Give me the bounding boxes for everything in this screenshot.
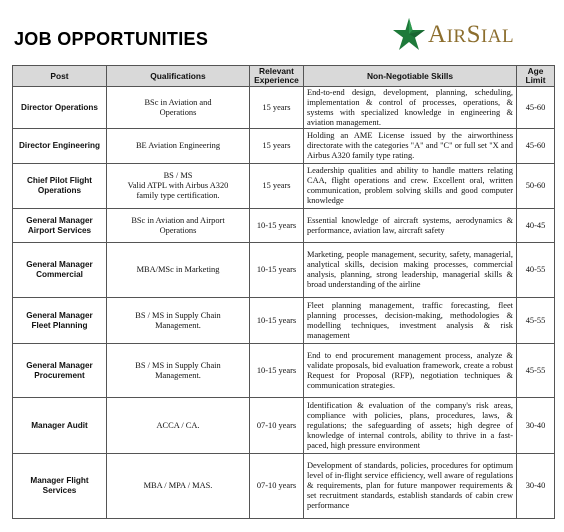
qualifications-cell: BS / MS Valid ATPL with Airbus A320 family type certification. <box>107 164 250 209</box>
age-cell: 45-60 <box>517 87 555 129</box>
experience-cell: 10-15 years <box>250 243 304 298</box>
qualifications-cell: BE Aviation Engineering <box>107 129 250 164</box>
table-row <box>13 298 555 344</box>
skills-cell: Holding an AME License issued by the airworthiness directorate with the categories "A" and "C" or full set "X and Airbus A320 family type rating. <box>304 129 517 164</box>
airsial-logo <box>392 16 514 52</box>
skills-cell: Leadership qualities and ability to handle matters relating CAA, flight operations and crew. Excellent oral, written communication, problem solving skills and good computer knowledge <box>304 164 517 209</box>
header-skills: Non-Negotiable Skills <box>304 66 517 87</box>
header-experience: Relevant Experience <box>250 66 304 87</box>
header-post: Post <box>13 66 107 87</box>
header-age: Age Limit <box>517 66 555 87</box>
skills-cell: Essential knowledge of aircraft systems, aerodynamics & performance, aviation law, aircraft safety <box>304 209 517 243</box>
post-cell: Director Operations <box>13 87 107 129</box>
table-row <box>13 87 555 129</box>
table-row <box>13 398 555 454</box>
experience-cell: 15 years <box>250 164 304 209</box>
experience-cell: 15 years <box>250 129 304 164</box>
header-qualifications: Qualifications <box>107 66 250 87</box>
qualifications-cell: BS / MS in Supply Chain Management. <box>107 344 250 398</box>
experience-cell: 10-15 years <box>250 298 304 344</box>
age-cell: 45-55 <box>517 344 555 398</box>
qualifications-cell: ACCA / CA. <box>107 398 250 454</box>
post-cell: Manager Audit <box>13 398 107 454</box>
skills-cell: End-to-end design, development, planning, scheduling, implementation & control of processes, operations, & systems with specialized knowledge in engineering & aviation management. <box>304 87 517 129</box>
table-row <box>13 164 555 209</box>
skills-cell: End to end procurement management process, analyze & validate proposals, bid evaluation framework, create a robust Request for Proposal (RFP), negotiation techniques & communication strategies. <box>304 344 517 398</box>
table-header-row <box>13 66 555 87</box>
qualifications-cell: BSc in Aviation and Airport Operations <box>107 209 250 243</box>
experience-cell: 07-10 years <box>250 398 304 454</box>
post-cell: General Manager Commercial <box>13 243 107 298</box>
qualifications-cell: MBA/MSc in Marketing <box>107 243 250 298</box>
qualifications-cell: BS / MS in Supply Chain Management. <box>107 298 250 344</box>
page-title: JOB OPPORTUNITIES <box>14 29 209 49</box>
post-cell: Chief Pilot Flight Operations <box>13 164 107 209</box>
experience-cell: 07-10 years <box>250 454 304 519</box>
age-cell: 30-40 <box>517 398 555 454</box>
skills-cell: Fleet planning management, traffic forecasting, fleet planning processes, decision-making, methodologies & modelling techniques, investment analysis & risk management <box>304 298 517 344</box>
skills-cell: Identification & evaluation of the company's risk areas, compliance with policies, plans, procedures, laws, & regulations; the safeguarding of assets; high degree of knowledge of internal controls, ability to thrive in a fast-paced, high pressure environment <box>304 398 517 454</box>
qualifications-cell: MBA / MPA / MAS. <box>107 454 250 519</box>
qualifications-cell: BSc in Aviation and Operations <box>107 87 250 129</box>
age-cell: 40-45 <box>517 209 555 243</box>
skills-cell: Development of standards, policies, procedures for optimum level of in-flight service efficiency, well aware of regulations & requirements, plan for future manpower requirements & set recruitment standards, establish standards of cabin crew performance <box>304 454 517 519</box>
experience-cell: 10-15 years <box>250 209 304 243</box>
post-cell: General Manager Procurement <box>13 344 107 398</box>
skills-cell: Marketing, people management, security, safety, managerial, analytical skills, decision making processes, commercial analysis, planning, strong leadership, managerial skills & broad understanding of the airline <box>304 243 517 298</box>
table-row <box>13 454 555 519</box>
post-cell: General Manager Airport Services <box>13 209 107 243</box>
table-row <box>13 243 555 298</box>
post-cell: General Manager Fleet Planning <box>13 298 107 344</box>
experience-cell: 10-15 years <box>250 344 304 398</box>
jobs-table <box>12 65 555 519</box>
age-cell: 45-60 <box>517 129 555 164</box>
age-cell: 50-60 <box>517 164 555 209</box>
green-star-icon <box>392 17 426 51</box>
table-row <box>13 344 555 398</box>
age-cell: 45-55 <box>517 298 555 344</box>
post-cell: Director Engineering <box>13 129 107 164</box>
experience-cell: 15 years <box>250 87 304 129</box>
logo-wordmark: AIRSIAL <box>428 20 515 48</box>
table-row <box>13 129 555 164</box>
table-row <box>13 209 555 243</box>
age-cell: 30-40 <box>517 454 555 519</box>
post-cell: Manager Flight Services <box>13 454 107 519</box>
age-cell: 40-55 <box>517 243 555 298</box>
